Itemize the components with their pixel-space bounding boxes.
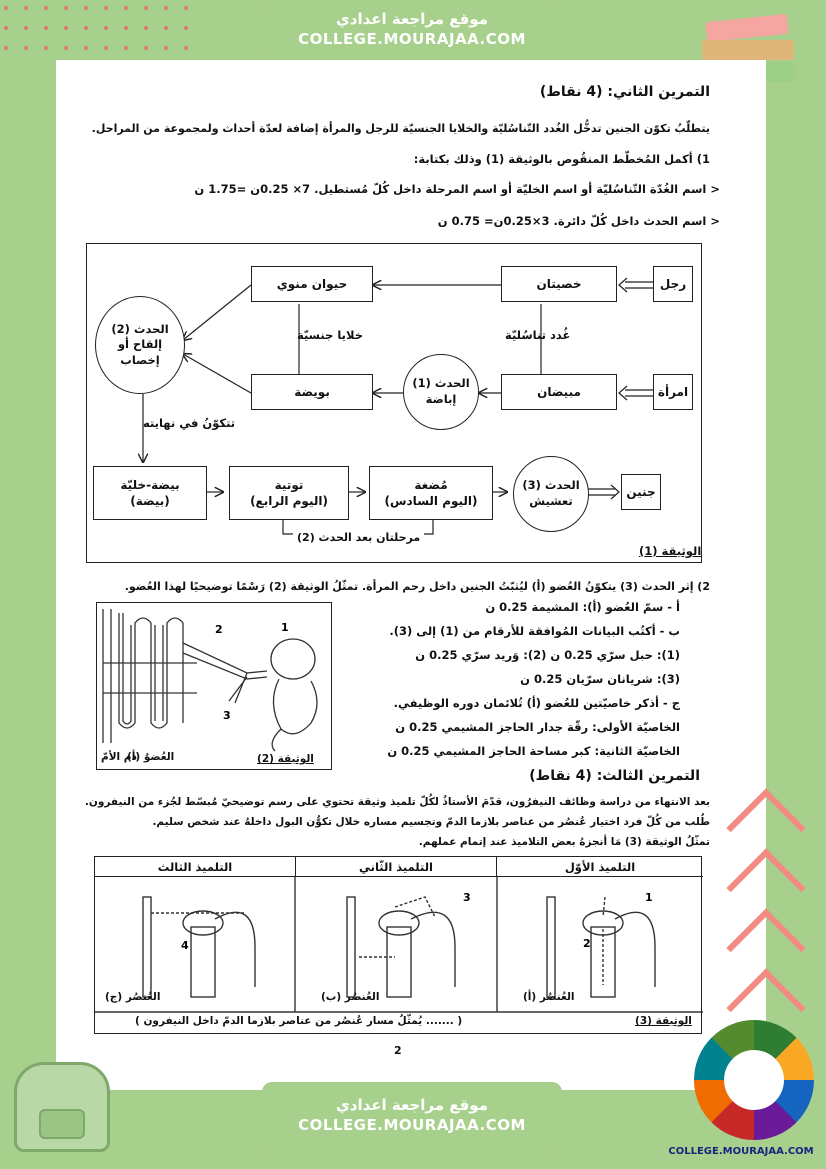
decorative-dot — [4, 26, 8, 30]
decorative-dot — [184, 46, 188, 50]
embryo-stage-day: (اليوم السادس) — [384, 494, 478, 508]
site-banner-top — [262, 4, 562, 60]
doc2-caption: الوثيقة (2) — [257, 753, 314, 765]
decorative-dot — [124, 26, 128, 30]
backpack-icon — [14, 1062, 110, 1152]
box-man: رجل — [653, 266, 693, 302]
decorative-dot — [84, 6, 88, 10]
ex3-line2: طُلب من كُلّ فرد اختيار عُنصُر من عناصر بلازما الدمّ وتجسيم مساره خلال تكوُّن البول داخلهُ عند شخص سليم. — [152, 816, 710, 828]
zygote-name2: (بيضة) — [130, 494, 170, 508]
decorative-dot — [164, 46, 168, 50]
student1-header: التلميذ الأوّل — [497, 857, 703, 877]
q2-b1: (1): حبل سرّي 0.25 ن (2): وَريد سرّي 0.25 ن — [415, 648, 680, 662]
site-name: موقع مراجعة اعدادي — [336, 10, 488, 28]
doc3-caption: الوثيقة (3) — [635, 1015, 692, 1027]
q2-b3: (3): شريانان سرّيان 0.25 ن — [520, 672, 680, 686]
box-fetus: جنين — [621, 474, 661, 510]
ex3-title: التمرين الثالث: (4 نقاط) — [529, 768, 700, 784]
doc3-legend: ( ....... يُمثّلُ مسار عُنصُر من عناصر بلازما الدمّ داخل النيفرون ) — [135, 1015, 463, 1027]
doc3-elem-b: العُنصُر (ب) — [321, 991, 380, 1003]
student2-header: التلميذ الثّاني — [295, 857, 497, 877]
decorative-dot — [44, 46, 48, 50]
ex2-q1: 1) أكمل المُخطّط المنقُوص بالوثيقة (1) وذلك بكتابة: — [413, 152, 710, 166]
education-wheel-logo — [694, 1020, 814, 1140]
doc1-caption: الوثيقة (1) — [639, 544, 702, 558]
decorative-dot — [64, 6, 68, 10]
doc2-organ-label: العُضوُ (أ) — [127, 751, 175, 763]
event2-name: إلقاح أو — [117, 337, 163, 352]
label-forms-at-end: تتكوّنُ في نهايته — [143, 416, 236, 430]
decorative-dot — [24, 26, 28, 30]
event1-circle — [403, 354, 479, 430]
site-url-bottom[interactable]: COLLEGE.MOURAJAA.COM — [298, 1116, 526, 1134]
decorative-dot — [104, 26, 108, 30]
decorative-dot — [144, 46, 148, 50]
doc3-elem-a: العُنصُر (أ) — [523, 991, 575, 1003]
box-embryo-stage — [369, 466, 493, 520]
event3-name: تعشيش — [529, 494, 573, 508]
event1-name: إباضة — [425, 392, 457, 406]
placenta-drawing — [97, 603, 332, 770]
doc3-num-2: 2 — [583, 937, 591, 950]
label-sex-cells: خلايا جنسيّة — [297, 328, 364, 342]
site-banner-bottom — [262, 1082, 562, 1154]
event3-circle — [513, 456, 589, 532]
logo-url-label[interactable]: COLLEGE.MOURAJAA.COM — [668, 1146, 814, 1157]
ex3-line3: تمثّلُ الوثيقة (3) مَا أنجزهُ بعض التلاميذ عند إتمام عملهم. — [418, 836, 710, 848]
page-number: 2 — [394, 1044, 402, 1057]
decorative-dot — [184, 26, 188, 30]
nephron-drawings — [95, 857, 703, 1035]
decorative-dot — [84, 26, 88, 30]
label-gonads: غُدد تناسُليّة — [505, 328, 571, 342]
zygote-name: بيضة-خليّة — [120, 477, 180, 492]
ex2-q1a: < اسم الغُدّة التّناسُليّة أو اسم الخليّة أو اسم المرحلة داخل كُلّ مُستطيل. 7× 0.25ن =1.75 ن — [194, 182, 720, 196]
event2-circle — [95, 296, 185, 394]
event2-label: الحدث (2) — [111, 321, 169, 336]
exam-page — [56, 60, 766, 1090]
ex2-intro: يتطلّبُ تكوّن الجنين تدخُّل الغُدد التّناسُليّة والخلايا الجنسيّة للرجل والمرأة إضافة لعدّة أحداث ولمجموعة من المراحل. — [91, 122, 710, 135]
ex2-q1b: < اسم الحدث داخل كُلّ دائرة. 3×0.25ن= 0.75 ن — [437, 214, 720, 228]
event3-label: الحدث (3) — [522, 478, 580, 493]
site-url[interactable]: COLLEGE.MOURAJAA.COM — [298, 30, 526, 48]
ex2-title: التمرين الثاني: (4 نقاط) — [539, 84, 710, 100]
decorative-dot — [64, 46, 68, 50]
q2-b: ب - أكتُب البيانات المُوافقة للأرقام من (1) إلى (3). — [389, 624, 680, 638]
doc2-num-3: 3 — [223, 709, 231, 722]
box-morula — [229, 466, 349, 520]
doc2-num-1: 1 — [281, 621, 289, 634]
q2-c1: الخاصيّة الأولى: رقّة جدار الحاجز المشيمي 0.25 ن — [395, 720, 680, 734]
box-sperm: حيوان منوي — [251, 266, 373, 302]
decorative-dot — [4, 46, 8, 50]
morula-name: توتية — [274, 477, 304, 492]
decorative-dot — [44, 6, 48, 10]
decorative-dot — [44, 26, 48, 30]
embryo-stage-name: مُضغة — [414, 477, 448, 492]
doc3-num-1: 1 — [645, 891, 653, 904]
decorative-dot — [24, 6, 28, 10]
morula-day: (اليوم الرابع) — [250, 494, 328, 508]
site-name-bottom: موقع مراجعة اعدادي — [336, 1096, 488, 1114]
doc3-nephron-figure — [94, 856, 702, 1034]
box-ovaries: مبيضان — [501, 374, 617, 410]
q2-a: أ - سمّ العُضو (أ): المشيمة 0.25 ن — [485, 600, 680, 614]
ex3-line1: بعد الانتهاء من دراسة وظائف النيفرُون، قدّمَ الأستاذُ لكُلّ تلميذ وثيقة تحتوي على رسم توضيحيّ مُبسّط لجُزء من النيفرون. — [84, 796, 710, 808]
decorative-dots — [4, 6, 204, 56]
doc1-diagram — [86, 243, 702, 563]
decorative-dot — [104, 6, 108, 10]
doc2-num-2: 2 — [215, 623, 223, 636]
decorative-dot — [164, 6, 168, 10]
chevron-decoration — [730, 780, 820, 1040]
decorative-dot — [124, 6, 128, 10]
decorative-dot — [124, 46, 128, 50]
q2-intro: 2) إثر الحدث (3) يتكوّنُ العُضو (أ) ليُثبّتُ الجنين داخل رحم المرأة. تمثّلُ الوثيقة (2) رَسْمًا توضيحيًا لهذا العُضو. — [124, 580, 710, 593]
decorative-dot — [104, 46, 108, 50]
q2-c: ج - أذكر خاصيّتين للعُضو (أ) تُلائمان دوره الوظيفي. — [393, 696, 680, 710]
student3-header: التلميذ الثالث — [95, 857, 295, 877]
event1-label: الحدث (1) — [412, 376, 470, 391]
q2-c2: الخاصيّة الثانية: كبر مساحة الحاجز المشيمي 0.25 ن — [387, 744, 680, 758]
decorative-dot — [84, 46, 88, 50]
box-zygote — [93, 466, 207, 520]
event2-name2: إخصاب — [120, 352, 160, 367]
box-woman: امرأة — [653, 374, 693, 410]
decorative-dot — [24, 46, 28, 50]
decorative-dot — [64, 26, 68, 30]
decorative-dot — [4, 6, 8, 10]
box-egg: بويضة — [251, 374, 373, 410]
box-testes: خصيتان — [501, 266, 617, 302]
doc3-num-4: 4 — [181, 939, 189, 952]
doc2-mother-blood: دم الأمّ — [101, 751, 137, 763]
doc2-placenta-figure — [96, 602, 332, 770]
label-two-stages: مرحلتان بعد الحدث (2) — [293, 531, 424, 544]
decorative-dot — [164, 26, 168, 30]
doc3-num-3: 3 — [463, 891, 471, 904]
doc3-elem-c: العُنصُر (ج) — [105, 991, 161, 1003]
decorative-dot — [144, 6, 148, 10]
decorative-dot — [144, 26, 148, 30]
decorative-dot — [184, 6, 188, 10]
